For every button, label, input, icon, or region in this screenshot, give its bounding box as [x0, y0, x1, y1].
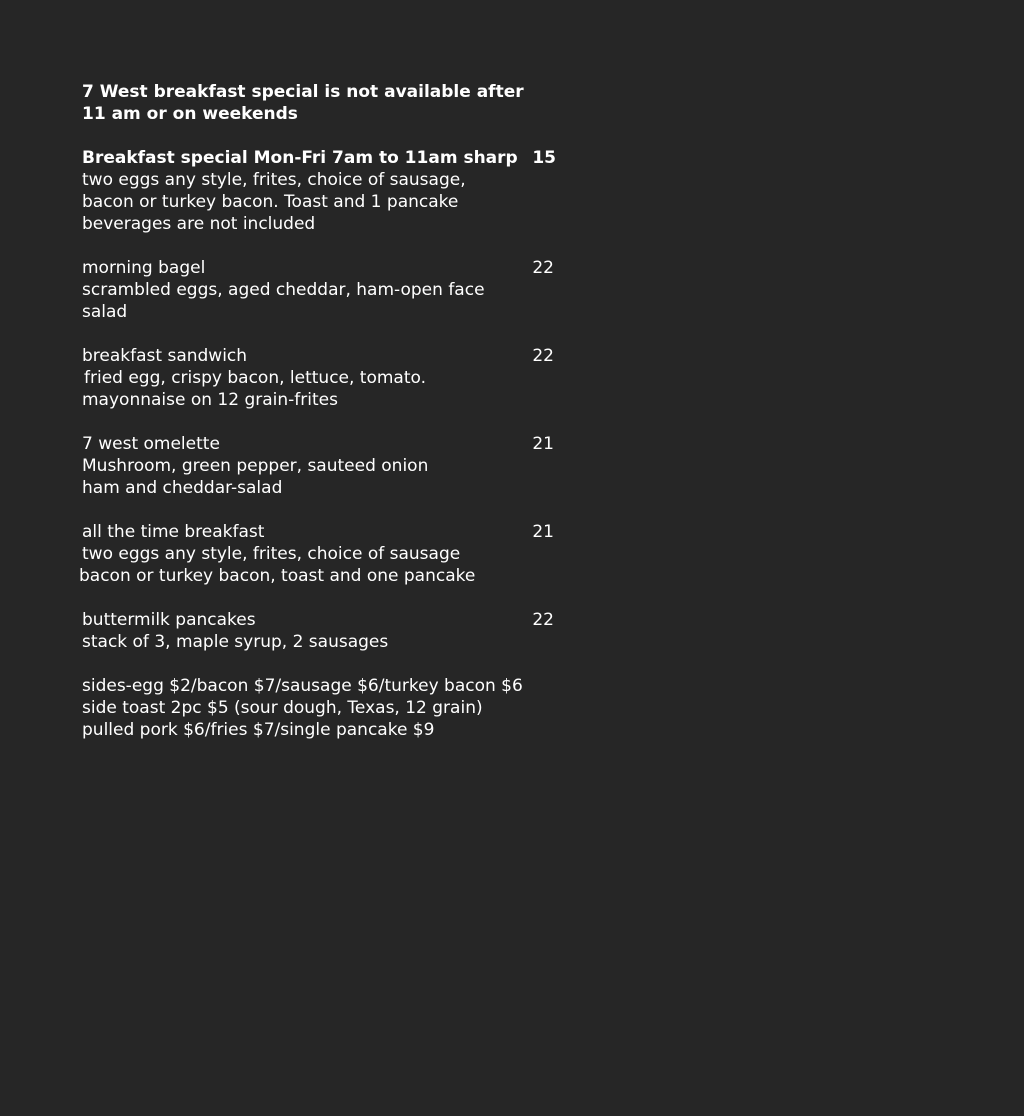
- menu-item-name: 7 west omelette: [82, 434, 220, 454]
- notice-line: 7 West breakfast special is not available after: [82, 82, 524, 102]
- menu-item-description: two eggs any style, frites, choice of sausage,: [82, 170, 466, 190]
- menu-item-description: scrambled eggs, aged cheddar, ham-open face: [82, 280, 485, 300]
- menu-item-name: Breakfast special Mon-Fri 7am to 11am sharp: [82, 148, 518, 168]
- menu-item-price: 21: [532, 434, 554, 454]
- menu-item-buttermilk-pancakes: [82, 609, 582, 653]
- menu-item-price: 21: [532, 522, 554, 542]
- menu-item-header: [82, 521, 562, 543]
- menu-item-morning-bagel: [82, 257, 582, 323]
- menu-item-breakfast-sandwich: [82, 345, 582, 411]
- menu-item-header: [82, 609, 562, 631]
- menu-item-description: Mushroom, green pepper, sauteed onion: [82, 456, 429, 476]
- menu-item-breakfast-special: [82, 147, 582, 235]
- menu-item-description: bacon or turkey bacon. Toast and 1 pancake: [82, 192, 459, 212]
- menu-item-name: buttermilk pancakes: [82, 610, 256, 630]
- menu-item-header: [82, 257, 562, 279]
- menu-item-description: stack of 3, maple syrup, 2 sausages: [82, 632, 389, 652]
- menu-item-description: ham and cheddar-salad: [82, 478, 283, 498]
- breakfast-menu: [79, 81, 582, 763]
- menu-item-header: [82, 433, 562, 455]
- menu-item-price: 22: [532, 258, 554, 278]
- menu-item-description: salad: [82, 302, 128, 322]
- menu-item-name: morning bagel: [82, 258, 206, 278]
- notice-line: 11 am or on weekends: [82, 104, 298, 124]
- menu-item-name: all the time breakfast: [82, 522, 265, 542]
- availability-notice: [82, 81, 524, 125]
- sides-line: side toast 2pc $5 (sour dough, Texas, 12 grain): [82, 698, 483, 718]
- menu-item-7-west-omelette: [82, 433, 582, 499]
- menu-item-header: [82, 345, 562, 367]
- menu-item-price: 22: [532, 346, 554, 366]
- menu-item-name: breakfast sandwich: [82, 346, 248, 366]
- sides-list: [82, 675, 582, 741]
- menu-item-description: two eggs any style, frites, choice of sausage: [82, 544, 461, 564]
- menu-item-all-the-time-breakfast: [79, 521, 582, 587]
- menu-item-description: beverages are not included: [82, 214, 316, 234]
- menu-item-price: 15: [532, 148, 556, 168]
- menu-item-header: [82, 147, 562, 169]
- sides-line: pulled pork $6/fries $7/single pancake $9: [82, 720, 435, 740]
- sides-line: sides-egg $2/bacon $7/sausage $6/turkey bacon $6: [82, 676, 523, 696]
- menu-item-description: bacon or turkey bacon, toast and one pancake: [79, 566, 476, 586]
- menu-item-description: mayonnaise on 12 grain-frites: [82, 390, 338, 410]
- menu-item-description: fried egg, crispy bacon, lettuce, tomato.: [84, 368, 427, 388]
- menu-item-price: 22: [532, 610, 554, 630]
